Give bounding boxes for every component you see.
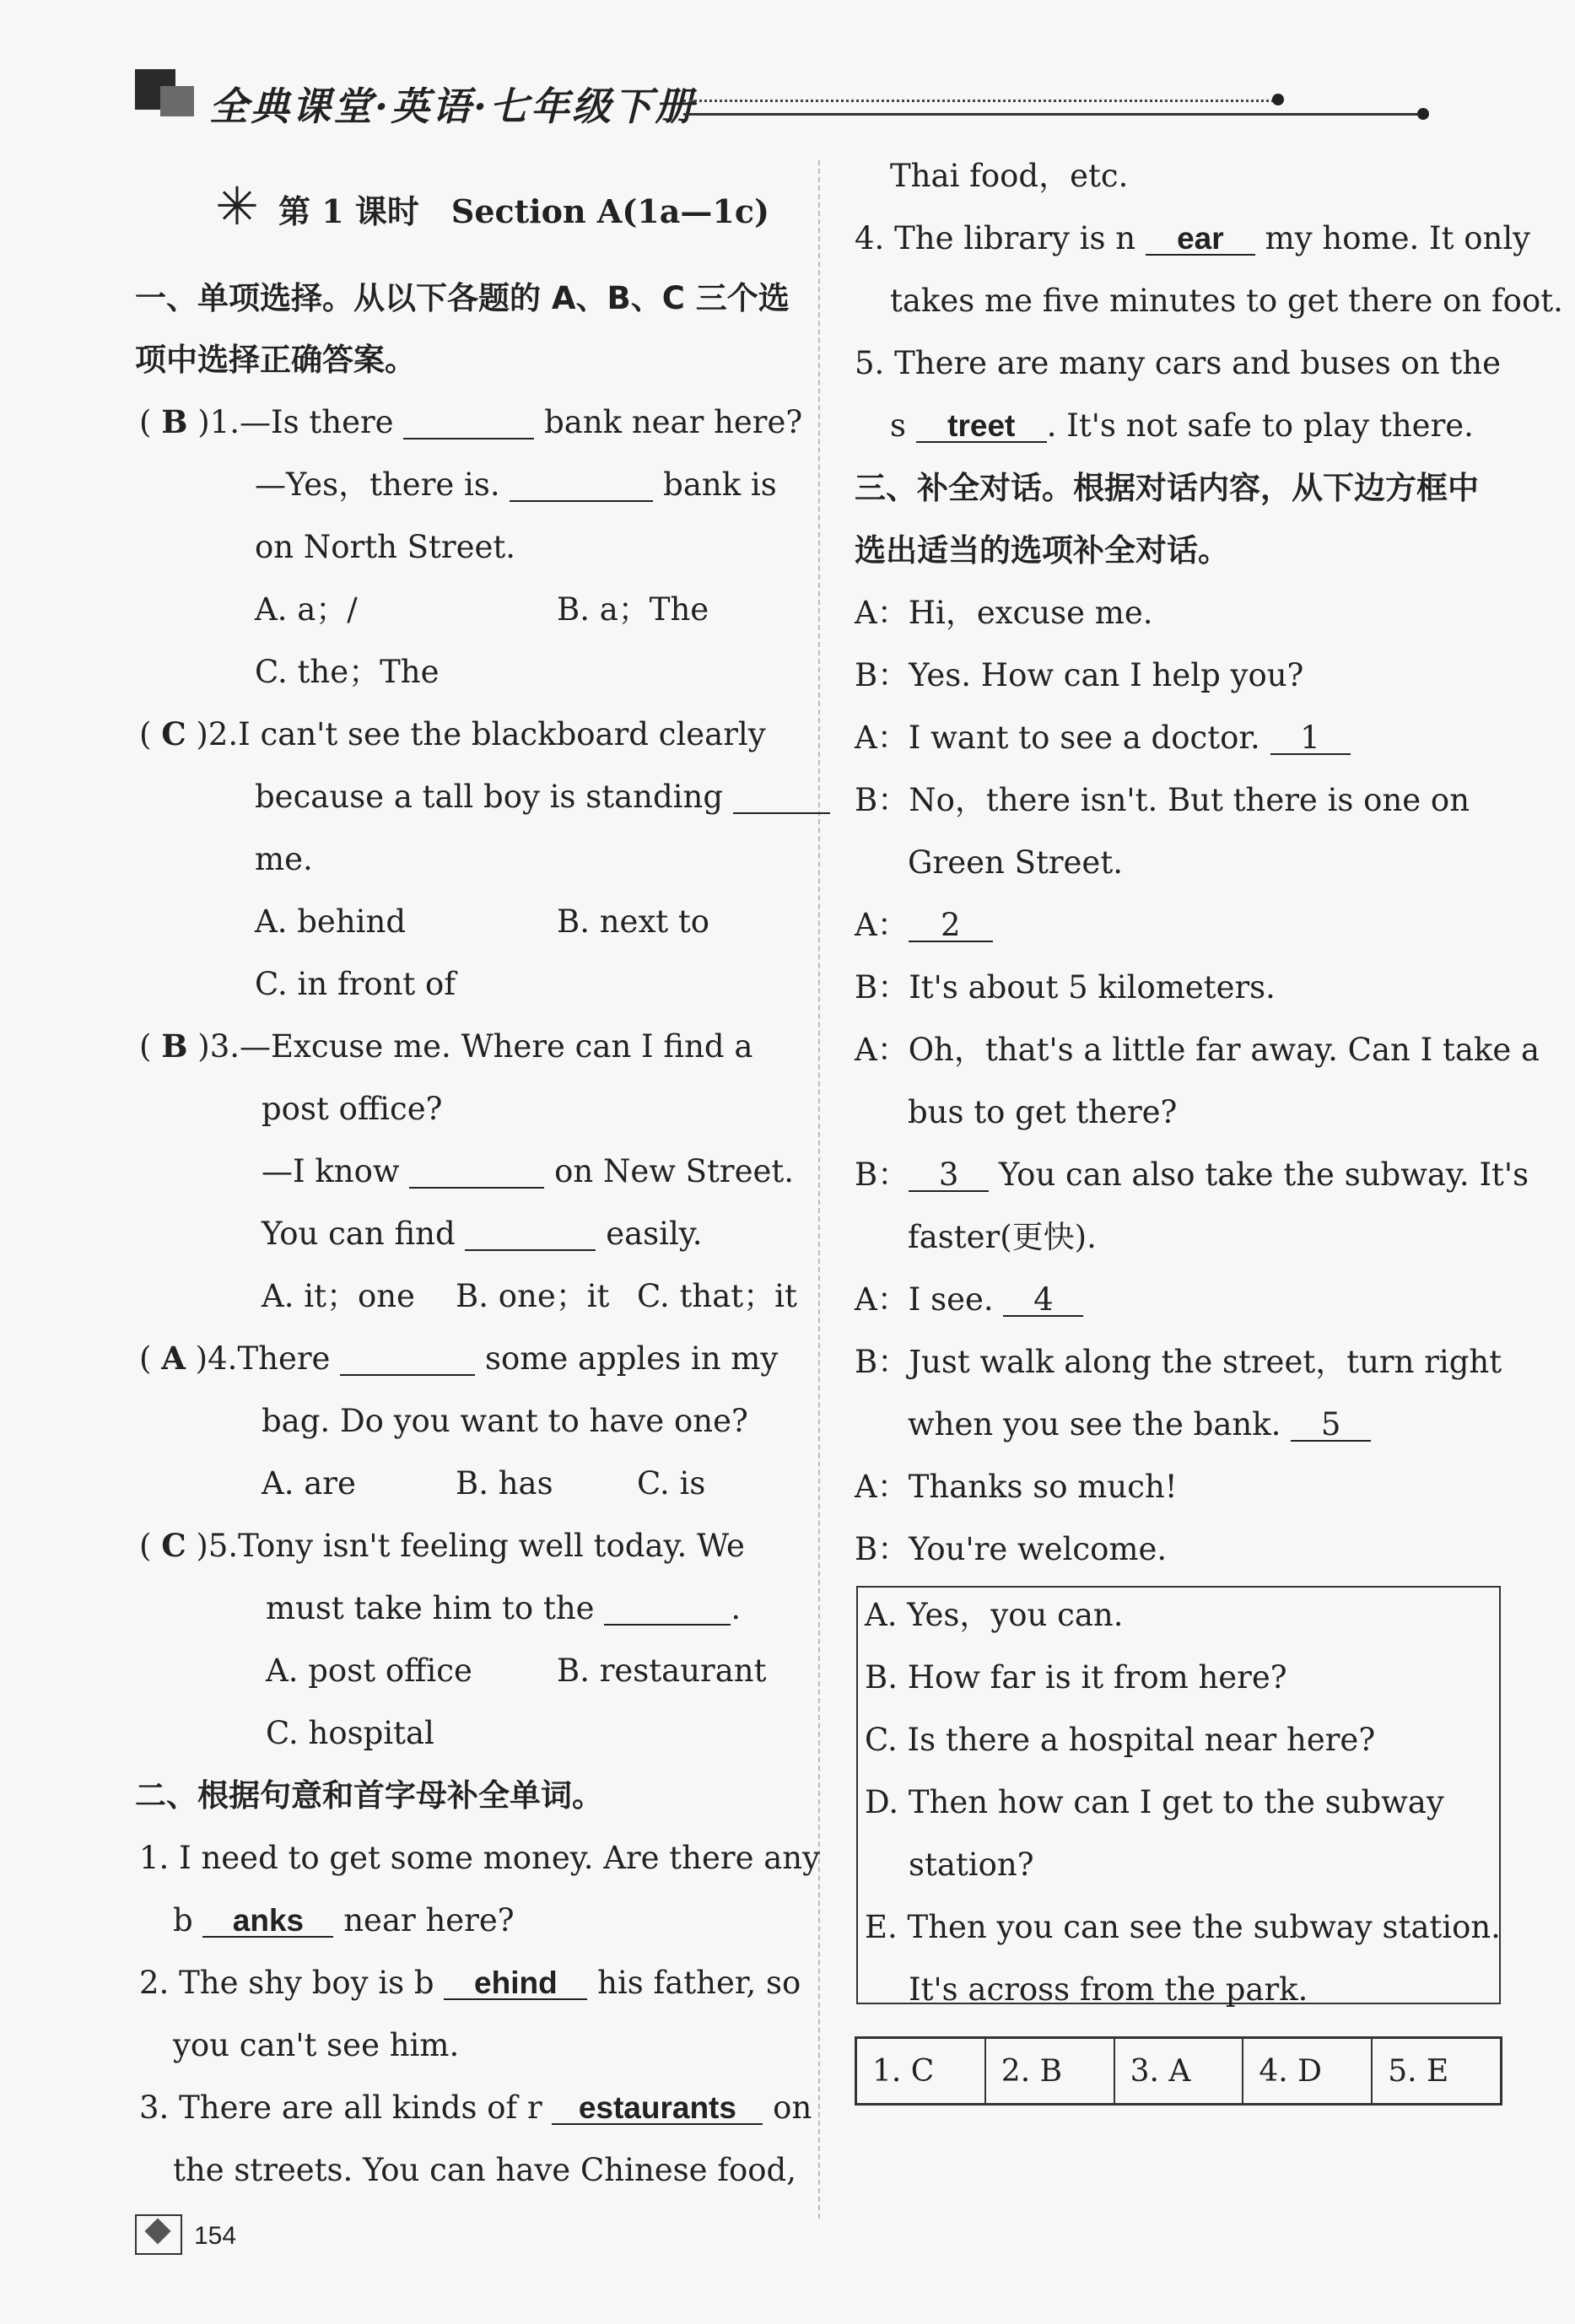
blank [340,1343,475,1376]
option-c: C. the；The [255,654,440,690]
part2-heading: 二、根据句意和首字母补全单词。 [135,1777,603,1814]
question-3: ( B )3.—Excuse me. Where can I find a [139,1027,753,1065]
answer-mark: A [161,1340,186,1377]
fill-3-line: the streets. You can have Chinese food, [173,2152,797,2188]
page-number: 154 [194,2222,237,2250]
dialogue-blank: 1 [1270,722,1351,755]
dialogue-line: Green Street. [908,844,1123,881]
answer-cell: 2. B [986,2039,1115,2103]
answer-table [855,2036,1502,2106]
dialogue-blank: 3 [909,1159,989,1192]
dialogue-line: when you see the bank. 5 [908,1409,1371,1442]
option-c: C. is [637,1465,706,1502]
dialogue-line: B：Yes. How can I help you? [855,657,1304,693]
blank [604,1593,731,1626]
question-3-line: —I know on New Street. [262,1153,795,1189]
filled-answer: anks [202,1905,333,1938]
fill-2-line: you can't see him. [173,2027,460,2063]
question-5: ( C )5.Tony isn't feeling well today. We [139,1527,745,1564]
option-b: B. has [456,1465,553,1502]
dialogue-line: A：Oh，that's a little far away. Can I take a [855,1032,1540,1068]
answer-cell: 4. D [1243,2039,1373,2103]
option-item: A. Yes，you can. [865,1597,1124,1633]
blank [403,407,534,439]
filled-answer: treet [916,410,1047,443]
header-rule [683,113,1426,116]
question-4-line: bag. Do you want to have one? [262,1403,748,1439]
filled-answer: ehind [444,1967,587,2000]
blank [510,469,653,502]
blank [733,781,830,814]
fill-4: 4. The library is n ear my home. It only [855,220,1531,256]
header-dot [1272,94,1284,105]
question-2: ( C )2.I can't see the blackboard clearly [139,715,766,752]
dialogue-blank: 4 [1003,1284,1083,1317]
blank [465,1218,596,1251]
option-a: A. behind [255,903,407,940]
dialogue-line: A：I see. 4 [855,1284,1083,1317]
question-5-line: must take him to the . [266,1590,742,1626]
part1-heading-cont: 项中选择正确答案。 [135,342,416,378]
dialogue-line: bus to get there? [908,1094,1178,1130]
option-item-cont: It's across from the park. [909,1971,1308,2008]
header-dot [1417,108,1429,120]
fill-1-line: b anks near here? [173,1902,515,1938]
fill-5-line: s treet . It's not safe to play there. [890,407,1474,444]
header-logo-block-shade [160,86,194,116]
question-1: ( B )1.—Is there bank near here? [139,403,803,440]
option-a: A. a；/ [255,591,358,628]
header-dotted-rule [683,100,1274,102]
dialogue-line: B：It's about 5 kilometers. [855,969,1276,1006]
question-2-line: me. [255,841,313,877]
dialogue-line: A： 2 [855,909,993,942]
option-c: C. hospital [266,1715,434,1751]
option-a: A. are [262,1465,356,1502]
fill-3: 3. There are all kinds of r estaurants on [139,2089,812,2126]
dialogue-blank: 2 [909,909,993,942]
option-a: A. it；one [262,1278,415,1314]
part3-heading: 三、补全对话。根据对话内容，从下边方框中 [855,470,1479,506]
dialogue-line: A：Hi，excuse me. [855,595,1153,631]
dialogue-line: B：Just walk along the street，turn right [855,1344,1502,1380]
option-item: C. Is there a hospital near here? [865,1722,1376,1758]
dialogue-line: B：You're welcome. [855,1531,1168,1567]
lesson-title: 第 1 课时 Section A(1a—1c) [278,192,769,230]
book-title: 全典课堂·英语·七年级下册 [209,84,697,129]
answer-mark: B [161,403,188,440]
answer-mark: C [161,715,186,752]
dialogue-line: B：No，there isn't. But there is one on [855,782,1470,818]
answer-cell: 1. C [857,2039,986,2103]
sparkle-icon: ✳ [215,175,259,237]
option-b: B. a；The [557,591,709,628]
answer-cell: 3. A [1115,2039,1244,2103]
question-1-line: —Yes，there is. bank is [255,466,777,503]
option-a: A. post office [266,1653,472,1689]
answer-mark: C [161,1527,186,1564]
dialogue-line: A：I want to see a doctor. 1 [855,722,1351,755]
dialogue-blank: 5 [1291,1409,1371,1442]
answer-cell: 5. E [1388,2053,1449,2089]
dialogue-line: faster(更快). [908,1219,1097,1255]
option-c: C. that；it [637,1278,797,1314]
fill-1: 1. I need to get some money. Are there any [139,1840,821,1876]
part1-heading: 一、单项选择。从以下各题的 A、B、C 三个选 [135,280,790,316]
question-2-line: because a tall boy is standing [255,781,830,814]
option-item-cont: station? [909,1847,1034,1883]
fill-4-line: takes me five minutes to get there on foot. [890,283,1563,319]
column-divider [818,160,820,2219]
option-item: E. Then you can see the subway station. [865,1909,1501,1945]
option-item: D. Then how can I get to the subway [865,1784,1444,1820]
dialogue-line: B： 3 You can also take the subway. It's [855,1157,1529,1193]
option-item: B. How far is it from here? [865,1659,1287,1696]
question-4: ( A )4.There some apples in my [139,1340,779,1377]
option-b: B. one；it [456,1278,610,1314]
question-3-line: You can find easily. [262,1216,703,1252]
fill-2: 2. The shy boy is b ehind his father, so [139,1965,801,2001]
filled-answer: ear [1146,223,1255,256]
fill-3-line: Thai food，etc. [890,158,1129,194]
filled-answer: estaurants [552,2092,763,2125]
option-b: B. next to [557,903,710,940]
option-c: C. in front of [255,966,456,1002]
blank [409,1156,544,1189]
question-1-line: on North Street. [255,529,515,565]
fill-5: 5. There are many cars and buses on the [855,345,1502,381]
answer-mark: B [161,1027,188,1065]
option-b: B. restaurant [557,1653,767,1689]
dialogue-line: A：Thanks so much! [855,1469,1178,1505]
question-3-line: post office? [262,1091,443,1127]
part3-heading-cont: 选出适当的选项补全对话。 [855,532,1229,569]
